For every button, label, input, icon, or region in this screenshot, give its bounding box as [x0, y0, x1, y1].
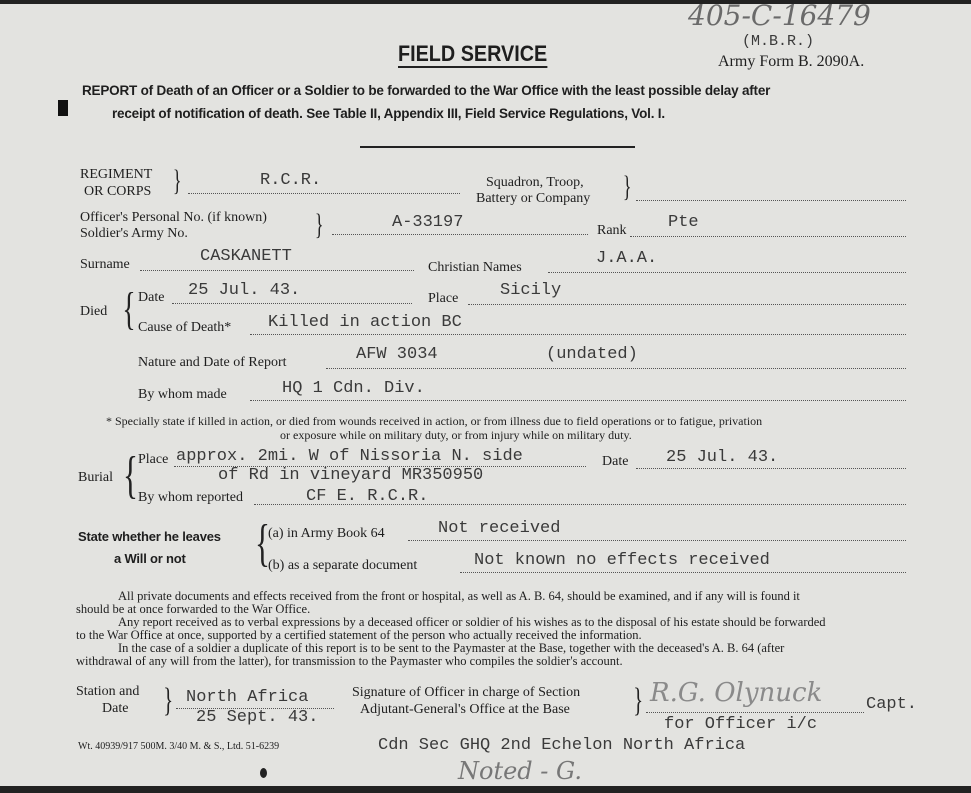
soldier-no-label: Soldier's Army No.: [80, 226, 188, 241]
instructions-para-1b: should be at once forwarded to the War Office.: [76, 602, 311, 616]
divider: [360, 146, 635, 148]
will-a-label: (a) in Army Book 64: [268, 526, 385, 541]
christian-names-value: J.A.A.: [596, 249, 658, 268]
by-whom-value: HQ 1 Cdn. Div.: [282, 379, 425, 398]
dotted-fill-line: [548, 272, 906, 273]
instructions-para-3b: withdrawal of any will from the latter), for transmission to the Paymaster who compiles the soldier's account.: [76, 654, 623, 668]
dotted-fill-line: [630, 236, 906, 237]
rank-value: Pte: [668, 213, 699, 232]
dotted-fill-line: [140, 270, 414, 271]
died-label: Died: [80, 304, 108, 319]
regiment-label: REGIMENT: [80, 167, 153, 182]
instructions-para-2b: to the War Office at once, supported by a certified statement of the person who actually received the information.: [76, 628, 642, 642]
form-title: FIELD SERVICE: [398, 42, 547, 68]
noted-handwritten: Noted - G.: [458, 757, 582, 785]
dotted-fill-line: [636, 468, 906, 469]
officer-no-label: Officer's Personal No. (if known): [80, 210, 267, 225]
christian-names-label: Christian Names: [428, 260, 522, 275]
station-value: North Africa: [186, 688, 309, 707]
corps-label: OR CORPS: [84, 184, 152, 199]
instructions-para-1a: All private documents and effects received from the front or hospital, as well as A. B. 64, should be examined, and if any will is found it: [118, 589, 800, 603]
burial-by-label: By whom reported: [138, 490, 243, 505]
brace-mark: {: [122, 447, 138, 504]
will-b-label: (b) as a separate document: [268, 558, 418, 573]
dotted-fill-line: [326, 368, 906, 369]
dotted-fill-line: [460, 572, 906, 573]
station-label: Station and: [76, 684, 140, 699]
dotted-fill-line: [332, 234, 588, 235]
burial-place-value-1: approx. 2mi. W of Nissoria N. side: [176, 447, 523, 466]
file-number-handwritten: 405-C-16479: [688, 0, 871, 32]
burial-date-label: Date: [602, 454, 629, 469]
instructions-para-3a: In the case of a soldier a duplicate of this report is to be sent to the Paymaster at the Base, together with the deceased's A. B. 64 (after: [118, 641, 785, 655]
rank-label: Rank: [597, 223, 627, 238]
for-officer-value: for Officer i/c: [664, 715, 818, 734]
cause-label: Cause of Death*: [138, 320, 232, 335]
date-label: Date: [102, 701, 129, 716]
form-number: Army Form B. 2090A.: [718, 53, 865, 70]
dotted-fill-line: [636, 200, 906, 201]
died-date-value: 25 Jul. 43.: [188, 281, 301, 300]
brace-mark: }: [633, 682, 644, 719]
dotted-fill-line: [250, 400, 906, 401]
mbr-stamp: (M.B.R.): [742, 33, 815, 50]
instructions-para-2a: Any report received as to verbal expressions by a deceased officer or soldier of his wishes as to the disposal of his estate should be forwarded: [118, 615, 826, 629]
will-a-value: Not received: [438, 519, 561, 538]
signature-rank: Capt.: [866, 695, 918, 714]
dotted-fill-line: [468, 304, 906, 305]
regiment-value: R.C.R.: [260, 171, 322, 190]
brace-mark: }: [172, 164, 182, 197]
place-label: Place: [428, 291, 459, 306]
squadron-label: Squadron, Troop,: [486, 175, 584, 190]
burial-place-label: Place: [138, 452, 169, 467]
report-line-2: receipt of notification of death. See Table II, Appendix III, Field Service Regulations, Vol. I.: [112, 106, 665, 121]
dotted-fill-line: [408, 540, 906, 541]
brace-mark: }: [622, 170, 632, 203]
died-date-label: Date: [138, 290, 165, 305]
dotted-fill-line: [250, 334, 906, 335]
brace-mark: }: [314, 208, 324, 241]
brace-mark: }: [163, 682, 174, 719]
place-value: Sicily: [500, 281, 562, 300]
nature-date-value: (undated): [546, 345, 638, 364]
cause-value: Killed in action BC: [268, 313, 462, 332]
report-line-1: REPORT of Death of an Officer or a Soldier to be forwarded to the War Office with the least possible delay after: [82, 83, 771, 98]
punch-mark: [58, 100, 68, 116]
brace-mark: {: [122, 283, 136, 334]
burial-label: Burial: [78, 470, 113, 485]
surname-label: Surname: [80, 257, 130, 272]
burial-date-value: 25 Jul. 43.: [666, 448, 779, 467]
office-value: Cdn Sec GHQ 2nd Echelon North Africa: [378, 736, 746, 755]
dotted-fill-line: [188, 193, 460, 194]
will-label-1: State whether he leaves: [78, 529, 221, 544]
signature-label-2: Adjutant-General's Office at the Base: [360, 702, 570, 717]
footnote-line-1: * Specially state if killed in action, or died from wounds received in action, or from illness due to field operations or to fatigue, privation: [106, 414, 763, 428]
burial-place-value-2: of Rd in vineyard MR350950: [218, 466, 484, 485]
will-b-value: Not known no effects received: [474, 551, 770, 570]
ink-dot: [260, 768, 267, 778]
battery-label: Battery or Company: [476, 191, 591, 206]
burial-by-value: CF E. R.C.R.: [306, 487, 429, 506]
nature-value: AFW 3034: [356, 345, 438, 364]
footnote-line-2: or exposure while on military duty, or from injury while on military duty.: [280, 428, 632, 442]
brace-mark: {: [254, 515, 270, 572]
signature-label-1: Signature of Officer in charge of Section: [352, 685, 581, 700]
station-date-value: 25 Sept. 43.: [196, 708, 319, 727]
surname-value: CASKANETT: [200, 247, 292, 266]
nature-label: Nature and Date of Report: [138, 355, 287, 370]
dotted-fill-line: [172, 303, 412, 304]
printer-imprint: Wt. 40939/917 500M. 3/40 M. & S., Ltd. 51-6239: [78, 741, 280, 752]
by-whom-label: By whom made: [138, 387, 227, 402]
army-number-value: A-33197: [392, 213, 464, 232]
dotted-fill-line: [646, 712, 864, 713]
will-label-2: a Will or not: [114, 551, 186, 566]
officer-signature: R.G. Olynuck: [650, 678, 823, 708]
